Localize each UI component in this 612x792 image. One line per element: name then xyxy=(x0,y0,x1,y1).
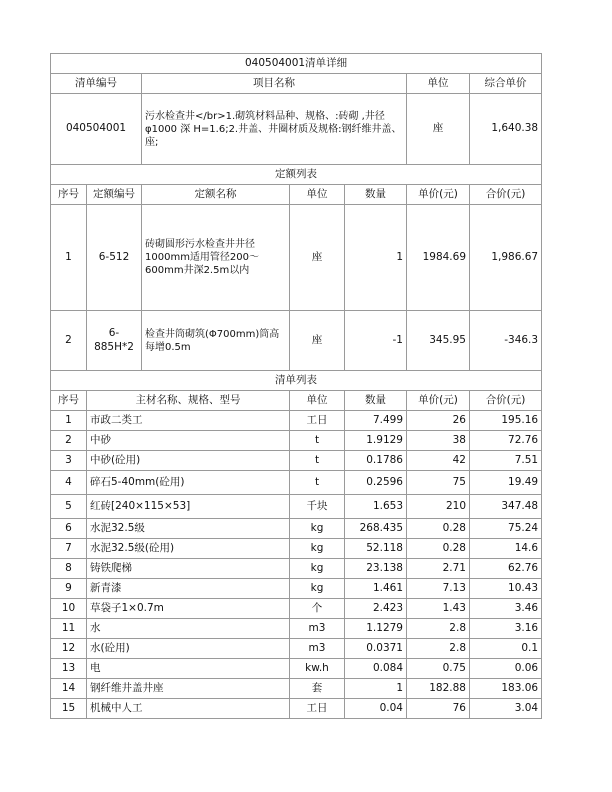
material-unit-price: 0.28 xyxy=(407,519,470,539)
material-qty: 0.1786 xyxy=(345,451,407,471)
quota-header-row xyxy=(51,185,542,205)
bill-code-header: 清单编号 xyxy=(51,74,142,94)
material-unit: 个 xyxy=(290,599,345,619)
quota-total-header: 合价(元) xyxy=(470,185,542,205)
material-total: 7.51 xyxy=(470,451,542,471)
material-qty: 0.084 xyxy=(345,659,407,679)
material-row xyxy=(51,619,542,639)
material-seq: 11 xyxy=(51,619,87,639)
material-row xyxy=(51,579,542,599)
quota-name-header: 定额名称 xyxy=(142,185,290,205)
material-qty: 0.0371 xyxy=(345,639,407,659)
material-total: 3.04 xyxy=(470,699,542,719)
material-qty: 268.435 xyxy=(345,519,407,539)
bill-name-header: 项目名称 xyxy=(142,74,407,94)
material-total: 19.49 xyxy=(470,471,542,495)
material-unit: t xyxy=(290,431,345,451)
material-name: 水 xyxy=(87,619,290,639)
quota-seq: 1 xyxy=(51,205,87,311)
material-unit-price: 2.71 xyxy=(407,559,470,579)
bill-name: 污水检查井</br>1.砌筑材料品种、规格、:砖砌 ,井径φ1000 深 H=1.6;2.井盖、井圈材质及规格:钢纤维井盖、座; xyxy=(142,94,407,165)
material-unit-price: 75 xyxy=(407,471,470,495)
material-total: 3.16 xyxy=(470,619,542,639)
material-unit: 工日 xyxy=(290,699,345,719)
material-row xyxy=(51,495,542,519)
quota-total: 1,986.67 xyxy=(470,205,542,311)
material-row xyxy=(51,599,542,619)
quota-row xyxy=(51,311,542,371)
quota-name: 砖砌圆形污水检查井井径1000mm适用管径200～600mm井深2.5m以内 xyxy=(142,205,290,311)
material-row xyxy=(51,639,542,659)
material-unit: kg xyxy=(290,539,345,559)
quota-section-row xyxy=(51,165,542,185)
material-name: 碎石5-40mm(砼用) xyxy=(87,471,290,495)
material-row xyxy=(51,519,542,539)
material-qty: 2.423 xyxy=(345,599,407,619)
material-unit: 工日 xyxy=(290,411,345,431)
material-qty: 1 xyxy=(345,679,407,699)
material-name: 市政二类工 xyxy=(87,411,290,431)
material-qty: 52.118 xyxy=(345,539,407,559)
material-section-title: 清单列表 xyxy=(51,371,542,391)
material-unit-price: 182.88 xyxy=(407,679,470,699)
material-qty: 23.138 xyxy=(345,559,407,579)
material-total: 3.46 xyxy=(470,599,542,619)
material-unit: m3 xyxy=(290,619,345,639)
quota-seq-header: 序号 xyxy=(51,185,87,205)
material-seq: 10 xyxy=(51,599,87,619)
material-unit-price: 2.8 xyxy=(407,639,470,659)
material-unit: kg xyxy=(290,519,345,539)
material-row xyxy=(51,471,542,495)
material-qty: 1.1279 xyxy=(345,619,407,639)
quota-unit-price-header: 单价(元) xyxy=(407,185,470,205)
bill-item-row xyxy=(51,94,542,165)
material-seq: 2 xyxy=(51,431,87,451)
material-unit: 套 xyxy=(290,679,345,699)
material-name: 中砂(砼用) xyxy=(87,451,290,471)
quota-qty-header: 数量 xyxy=(345,185,407,205)
material-unit-price: 0.75 xyxy=(407,659,470,679)
material-row xyxy=(51,451,542,471)
quota-code-header: 定额编号 xyxy=(87,185,142,205)
material-unit: t xyxy=(290,451,345,471)
material-name-header: 主材名称、规格、型号 xyxy=(87,391,290,411)
material-unit: 千块 xyxy=(290,495,345,519)
material-unit: kg xyxy=(290,559,345,579)
material-seq: 13 xyxy=(51,659,87,679)
material-seq: 1 xyxy=(51,411,87,431)
material-unit-price: 42 xyxy=(407,451,470,471)
material-row xyxy=(51,539,542,559)
material-row xyxy=(51,559,542,579)
material-unit-header: 单位 xyxy=(290,391,345,411)
material-seq: 15 xyxy=(51,699,87,719)
material-total: 75.24 xyxy=(470,519,542,539)
material-section-row xyxy=(51,371,542,391)
material-unit: t xyxy=(290,471,345,495)
material-total: 10.43 xyxy=(470,579,542,599)
quota-code: 6-885H*2 xyxy=(87,311,142,371)
material-qty-header: 数量 xyxy=(345,391,407,411)
material-name: 铸铁爬梯 xyxy=(87,559,290,579)
quota-qty: -1 xyxy=(345,311,407,371)
material-seq-header: 序号 xyxy=(51,391,87,411)
material-unit: kg xyxy=(290,579,345,599)
material-unit-price: 7.13 xyxy=(407,579,470,599)
sheet-title: 040504001清单详细 xyxy=(51,54,542,74)
material-unit-price: 1.43 xyxy=(407,599,470,619)
material-total: 14.6 xyxy=(470,539,542,559)
material-unit-price: 26 xyxy=(407,411,470,431)
material-name: 水(砼用) xyxy=(87,639,290,659)
material-seq: 8 xyxy=(51,559,87,579)
quota-unit-price: 1984.69 xyxy=(407,205,470,311)
quota-unit: 座 xyxy=(290,311,345,371)
material-qty: 0.04 xyxy=(345,699,407,719)
quota-name: 检查井筒砌筑(Φ700mm)筒高每增0.5m xyxy=(142,311,290,371)
material-row xyxy=(51,411,542,431)
material-seq: 5 xyxy=(51,495,87,519)
material-seq: 4 xyxy=(51,471,87,495)
material-row xyxy=(51,431,542,451)
material-unit-price: 0.28 xyxy=(407,539,470,559)
bill-price-header: 综合单价 xyxy=(470,74,542,94)
material-unit: m3 xyxy=(290,639,345,659)
material-name: 红砖[240×115×53] xyxy=(87,495,290,519)
material-qty: 1.9129 xyxy=(345,431,407,451)
material-name: 水泥32.5级 xyxy=(87,519,290,539)
material-total: 62.76 xyxy=(470,559,542,579)
material-row xyxy=(51,679,542,699)
material-name: 电 xyxy=(87,659,290,679)
material-seq: 3 xyxy=(51,451,87,471)
material-row xyxy=(51,659,542,679)
material-total: 183.06 xyxy=(470,679,542,699)
material-unit-price: 38 xyxy=(407,431,470,451)
material-name: 机械中人工 xyxy=(87,699,290,719)
material-seq: 14 xyxy=(51,679,87,699)
material-total: 347.48 xyxy=(470,495,542,519)
bill-header-row xyxy=(51,74,542,94)
material-seq: 12 xyxy=(51,639,87,659)
material-total: 195.16 xyxy=(470,411,542,431)
quota-row xyxy=(51,205,542,311)
material-name: 草袋子1×0.7m xyxy=(87,599,290,619)
quota-qty: 1 xyxy=(345,205,407,311)
material-header-row xyxy=(51,391,542,411)
quota-code: 6-512 xyxy=(87,205,142,311)
bill-code: 040504001 xyxy=(51,94,142,165)
material-seq: 7 xyxy=(51,539,87,559)
material-unit-price: 210 xyxy=(407,495,470,519)
quota-unit: 座 xyxy=(290,205,345,311)
material-qty: 0.2596 xyxy=(345,471,407,495)
material-unit: kw.h xyxy=(290,659,345,679)
material-row xyxy=(51,699,542,719)
quota-total: -346.3 xyxy=(470,311,542,371)
material-qty: 1.461 xyxy=(345,579,407,599)
material-total: 0.06 xyxy=(470,659,542,679)
quota-section-title: 定额列表 xyxy=(51,165,542,185)
material-unit-price: 76 xyxy=(407,699,470,719)
material-qty: 7.499 xyxy=(345,411,407,431)
material-seq: 9 xyxy=(51,579,87,599)
bill-price: 1,640.38 xyxy=(470,94,542,165)
material-name: 中砂 xyxy=(87,431,290,451)
quota-unit-header: 单位 xyxy=(290,185,345,205)
material-name: 新青漆 xyxy=(87,579,290,599)
material-seq: 6 xyxy=(51,519,87,539)
material-unit-price-header: 单价(元) xyxy=(407,391,470,411)
bill-unit-header: 单位 xyxy=(407,74,470,94)
material-total: 0.1 xyxy=(470,639,542,659)
material-list xyxy=(51,411,542,719)
bill-unit: 座 xyxy=(407,94,470,165)
material-name: 钢纤维井盖井座 xyxy=(87,679,290,699)
quota-unit-price: 345.95 xyxy=(407,311,470,371)
material-unit-price: 2.8 xyxy=(407,619,470,639)
title-row xyxy=(51,54,542,74)
material-total-header: 合价(元) xyxy=(470,391,542,411)
material-total: 72.76 xyxy=(470,431,542,451)
material-qty: 1.653 xyxy=(345,495,407,519)
bill-detail-table xyxy=(50,53,542,719)
quota-seq: 2 xyxy=(51,311,87,371)
material-name: 水泥32.5级(砼用) xyxy=(87,539,290,559)
